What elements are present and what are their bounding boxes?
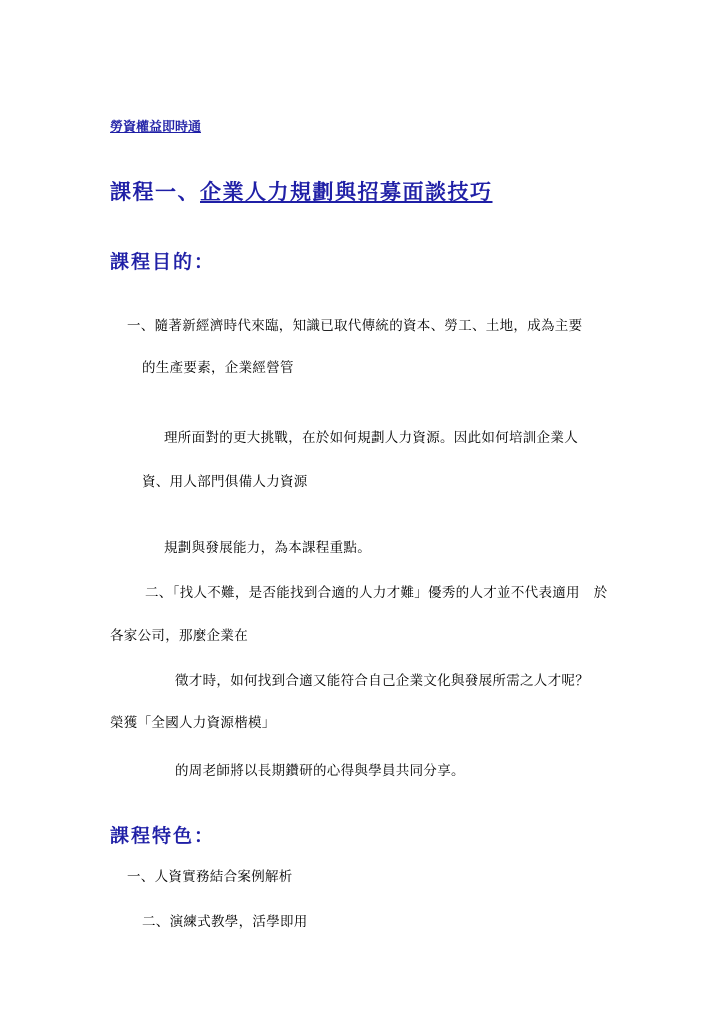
objective-line: 徵才時，如何找到合適又能符合自己企業文化與發展所需之人才呢？ xyxy=(175,673,589,689)
objective-line: 的生產要素，企業經營管 xyxy=(142,360,294,376)
objective-line: 榮獲「全國人力資源楷模」 xyxy=(110,715,276,731)
course-title xyxy=(110,176,493,206)
objective-heading: 課程目的： xyxy=(110,251,216,273)
feature-line: 二、演練式教學，活學即用 xyxy=(142,914,308,930)
objective-line: 的周老師將以長期鑽研的心得與學員共同分享。 xyxy=(175,763,465,779)
feature-line: 一、人資實務結合案例解析 xyxy=(127,869,293,885)
objective-line: 一、隨著新經濟時代來臨，知識已取代傳統的資本、勞工、土地，成為主要 xyxy=(127,318,583,334)
objective-line: 規劃與發展能力，為本課程重點。 xyxy=(164,540,371,556)
features-heading: 課程特色： xyxy=(110,825,216,847)
course-name: 企業人力規劃與招募面談技巧 xyxy=(200,180,493,204)
top-link[interactable]: 勞資權益即時通 xyxy=(110,120,202,135)
objective-line: 資、用人部門俱備人力資源 xyxy=(142,474,308,490)
objective-line: 理所面對的更大挑戰，在於如何規劃人力資源。因此如何培訓企業人 xyxy=(164,430,578,446)
objective-line: 二、「找人不難，是否能找到合適的人力才難」優秀的人才並不代表適用 於 xyxy=(145,585,608,601)
objective-line: 各家公司，那麼企業在 xyxy=(110,628,248,644)
course-prefix: 課程一、 xyxy=(110,180,200,204)
